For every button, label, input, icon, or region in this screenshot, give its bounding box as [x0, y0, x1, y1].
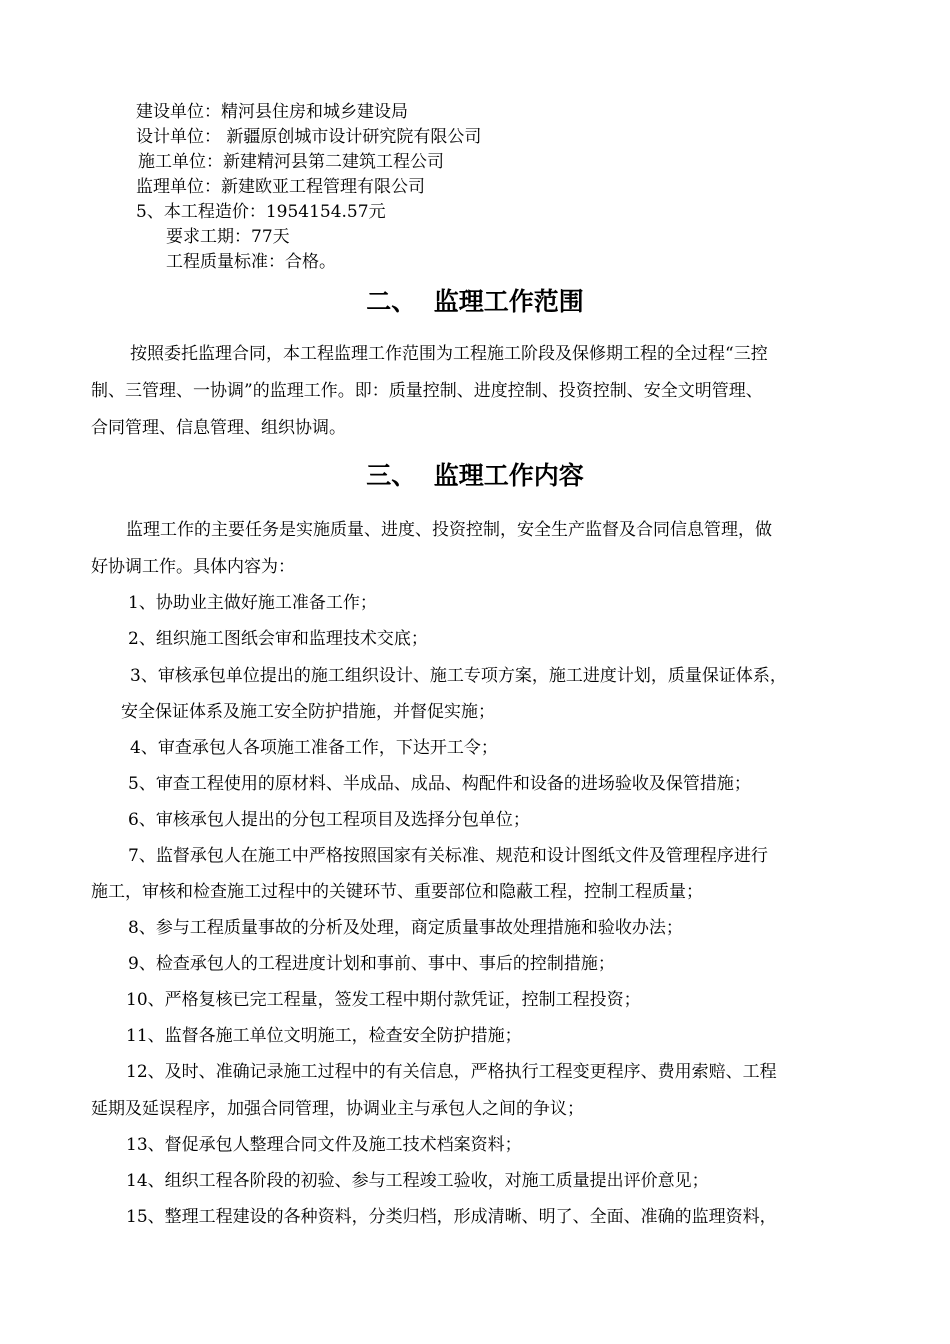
- section3-intro-line: 好协调工作。具体内容为：: [91, 557, 295, 577]
- list-item-continuation: 延期及延误程序，加强合同管理，协调业主与承包人之间的争议；: [91, 1099, 584, 1119]
- section3-intro-line: 监理工作的主要任务是实施质量、进度、投资控制，安全生产监督及合同信息管理，做: [126, 520, 772, 540]
- list-item: 3、审核承包单位提出的施工组织设计、施工专项方案，施工进度计划，质量保证体系，: [130, 666, 787, 686]
- duration-line: 要求工期：77天: [166, 227, 290, 247]
- cost-line: 5、本工程造价：1954154.57元: [136, 202, 386, 222]
- designer-line: 设计单位： 新疆原创城市设计研究院有限公司: [136, 127, 482, 147]
- list-item: 5、审查工程使用的原材料、半成品、成品、构配件和设备的进场验收及保管措施；: [128, 774, 751, 794]
- section3-heading: 三、 监理工作内容: [366, 461, 584, 490]
- list-item: 11、监督各施工单位文明施工，检查安全防护措施；: [126, 1026, 522, 1046]
- list-item: 10、严格复核已完工程量，签发工程中期付款凭证，控制工程投资；: [126, 990, 641, 1010]
- owner-line: 建设单位：精河县住房和城乡建设局: [136, 102, 408, 122]
- list-item: 13、督促承包人整理合同文件及施工技术档案资料；: [126, 1135, 522, 1155]
- list-item: 8、参与工程质量事故的分析及处理，商定质量事故处理措施和验收办法；: [128, 918, 683, 938]
- section2-para-line: 制、三管理、一协调”的监理工作。即：质量控制、进度控制、投资控制、安全文明管理、: [91, 381, 763, 401]
- list-item: 7、监督承包人在施工中严格按照国家有关标准、规范和设计图纸文件及管理程序进行: [128, 846, 768, 866]
- section2-heading: 二、 监理工作范围: [366, 287, 584, 316]
- list-item: 12、及时、准确记录施工过程中的有关信息，严格执行工程变更程序、费用索赔、工程: [126, 1062, 777, 1082]
- list-item: 14、组织工程各阶段的初验、参与工程竣工验收，对施工质量提出评价意见；: [126, 1171, 709, 1191]
- supervisor-line: 监理单位：新建欧亚工程管理有限公司: [136, 177, 425, 197]
- quality-line: 工程质量标准：合格。: [166, 252, 336, 272]
- list-item: 9、检查承包人的工程进度计划和事前、事中、事后的控制措施；: [128, 954, 615, 974]
- list-item: 15、整理工程建设的各种资料，分类归档，形成清晰、明了、全面、准确的监理资料，: [126, 1207, 777, 1227]
- contractor-line: 施工单位：新建精河县第二建筑工程公司: [138, 152, 444, 172]
- list-item-continuation: 施工，审核和检查施工过程中的关键环节、重要部位和隐蔽工程，控制工程质量；: [91, 882, 703, 902]
- list-item: 6、审核承包人提出的分包工程项目及选择分包单位；: [128, 810, 530, 830]
- list-item-continuation: 安全保证体系及施工安全防护措施，并督促实施；: [121, 702, 495, 722]
- section2-para-line: 按照委托监理合同，本工程监理工作范围为工程施工阶段及保修期工程的全过程“三控: [130, 344, 768, 364]
- list-item: 4、审查承包人各项施工准备工作，下达开工令；: [130, 738, 498, 758]
- list-item: 1、协助业主做好施工准备工作；: [128, 593, 377, 613]
- section2-para-line: 合同管理、信息管理、组织协调。: [91, 418, 346, 438]
- list-item: 2、组织施工图纸会审和监理技术交底；: [128, 629, 428, 649]
